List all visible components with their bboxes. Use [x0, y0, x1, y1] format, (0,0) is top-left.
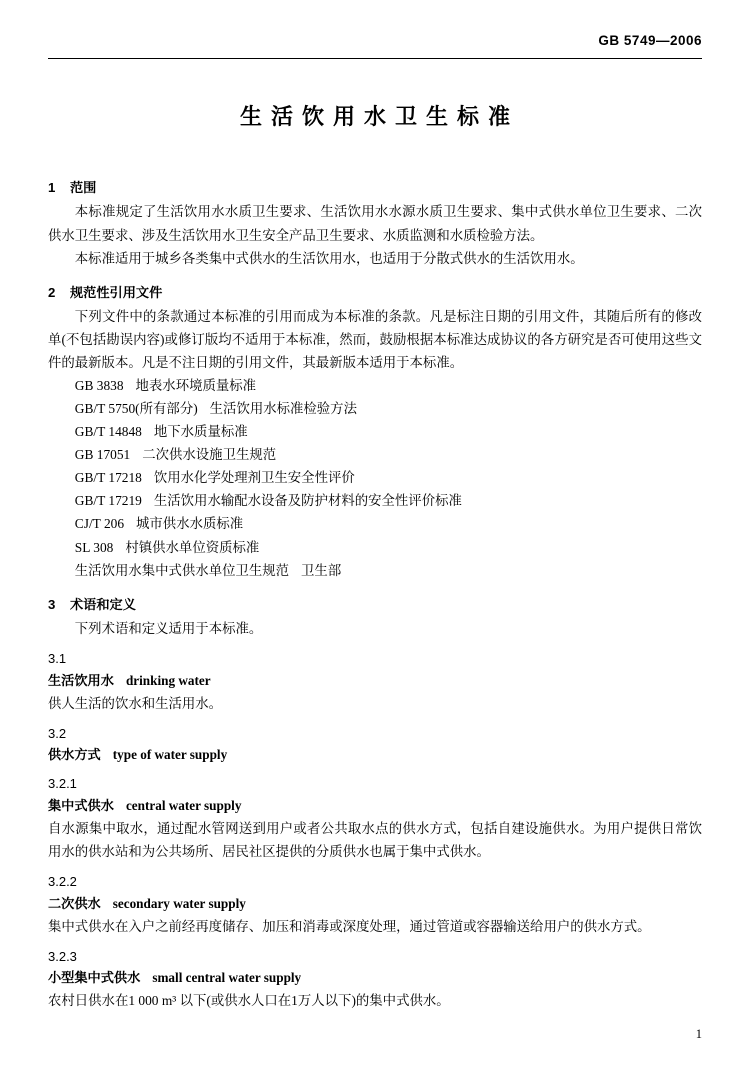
reference-code: GB/T 17218	[74, 470, 142, 486]
term-definition-3-1: 供人生活的饮水和生活用水。	[48, 695, 223, 711]
page-header-standard-id: GB 5749—2006	[598, 33, 702, 48]
list-item	[48, 420, 702, 443]
clause-number-3-2-3: 3.2.3	[48, 948, 77, 964]
reference-name: 生活饮用水输配水设备及防护材料的安全性评价标准	[153, 493, 462, 509]
list-item	[48, 374, 702, 397]
list-item	[48, 489, 702, 512]
page-title: 生活饮用水卫生标准	[239, 104, 519, 129]
reference-code: GB 17051	[74, 447, 131, 463]
section-title-3: 术语和定义	[70, 596, 136, 612]
section-heading-1	[48, 178, 702, 198]
term-cn-3-2: 供水方式	[48, 747, 101, 763]
clause-number-3-2-1: 3.2.1	[48, 776, 77, 792]
term-definition-3-2-2: 集中式供水在入户之前经再度储存、加压和消毒或深度处理，通过管道或容器输送给用户的供水方式。	[48, 918, 651, 934]
reference-name: 生活饮用水标准检验方法	[209, 401, 357, 417]
term-entry-3-2-2	[48, 893, 702, 914]
section-1-paragraph-1: 本标准规定了生活饮用水水质卫生要求、生活饮用水水源水质卫生要求、集中式供水单位卫生要求、二次供水卫生要求、涉及生活饮用水卫生安全产品卫生要求、水质监测和水质检验方法。	[48, 204, 702, 243]
reference-name: 二次供水设施卫生规范	[142, 447, 277, 463]
section-number-2: 2	[48, 284, 56, 300]
reference-code: GB/T 14848	[74, 424, 142, 440]
section-number-1: 1	[48, 180, 56, 195]
reference-code: GB 3838	[74, 378, 124, 394]
section-2-paragraph-1: 下列文件中的条款通过本标准的引用而成为本标准的条款。凡是标注日期的引用文件，其随后所有的修改单(不包括勘误内容)或修订版均不适用于本标准，然而，鼓励根据本标准达成协议的各方研究是否可使用这些文件的最新版本。凡是不注日期的引用文件，其最新版本适用于本标准。	[48, 309, 702, 371]
term-definition-3-2-1: 自水源集中取水，通过配水管网送到用户或者公共取水点的供水方式，包括自建设施供水。为用户提供日常饮用水的供水站和为公共场所、居民社区提供的分质供水也属于集中式供水。	[48, 821, 702, 860]
list-item	[48, 512, 702, 535]
list-item	[48, 536, 702, 559]
reference-name: 地表水环境质量标准	[135, 378, 257, 394]
reference-code: 生活饮用水集中式供水单位卫生规范	[74, 562, 290, 578]
document-content	[48, 165, 702, 1012]
reference-code: SL 308	[74, 539, 114, 555]
term-en-3-2-1: central water supply	[125, 797, 242, 813]
clause-number-3-2: 3.2	[48, 725, 67, 741]
section-title-2: 规范性引用文件	[70, 284, 163, 300]
header-divider	[48, 58, 702, 59]
list-item	[48, 466, 702, 489]
term-cn-3-2-2: 二次供水	[48, 895, 101, 911]
term-en-3-2: type of water supply	[112, 747, 228, 763]
section-1-paragraph-2: 本标准适用于城乡各类集中式供水的生活饮用水，也适用于分散式供水的生活饮用水。	[74, 250, 584, 266]
term-en-3-2-2: secondary water supply	[112, 895, 246, 911]
list-item	[48, 443, 702, 466]
section-3-paragraph-1: 下列术语和定义适用于本标准。	[74, 621, 263, 637]
normative-references-list	[48, 374, 702, 581]
term-entry-3-2	[48, 744, 702, 765]
term-en-3-1: drinking water	[125, 672, 211, 688]
term-cn-3-2-3: 小型集中式供水	[48, 970, 141, 986]
section-heading-3	[48, 595, 702, 615]
reference-name: 卫生部	[301, 562, 342, 578]
term-entry-3-1	[48, 670, 702, 691]
reference-name: 村镇供水单位资质标准	[125, 539, 260, 555]
page-number: 1	[695, 1027, 702, 1041]
section-heading-2	[48, 283, 702, 303]
term-en-3-2-3: small central water supply	[152, 970, 302, 986]
clause-number-3-1: 3.1	[48, 651, 67, 667]
reference-code: CJ/T 206	[74, 516, 125, 532]
reference-code: GB/T 5750(所有部分)	[74, 401, 198, 417]
reference-code: GB/T 17219	[74, 493, 142, 509]
clause-number-3-2-2: 3.2.2	[48, 874, 77, 890]
term-definition-3-2-3: 农村日供水在1 000 m³ 以下(或供水人口在1万人以下)的集中式供水。	[48, 993, 450, 1009]
term-cn-3-1: 生活饮用水	[48, 672, 114, 688]
reference-name: 饮用水化学处理剂卫生安全性评价	[153, 470, 355, 486]
list-item	[48, 559, 702, 582]
reference-name: 地下水质量标准	[153, 424, 248, 440]
term-entry-3-2-3	[48, 967, 702, 988]
term-cn-3-2-1: 集中式供水	[48, 797, 114, 813]
section-number-3: 3	[48, 596, 56, 612]
reference-name: 城市供水水质标准	[136, 516, 244, 532]
list-item	[48, 397, 702, 420]
section-title-1: 范围	[70, 180, 97, 195]
term-entry-3-2-1	[48, 795, 702, 816]
